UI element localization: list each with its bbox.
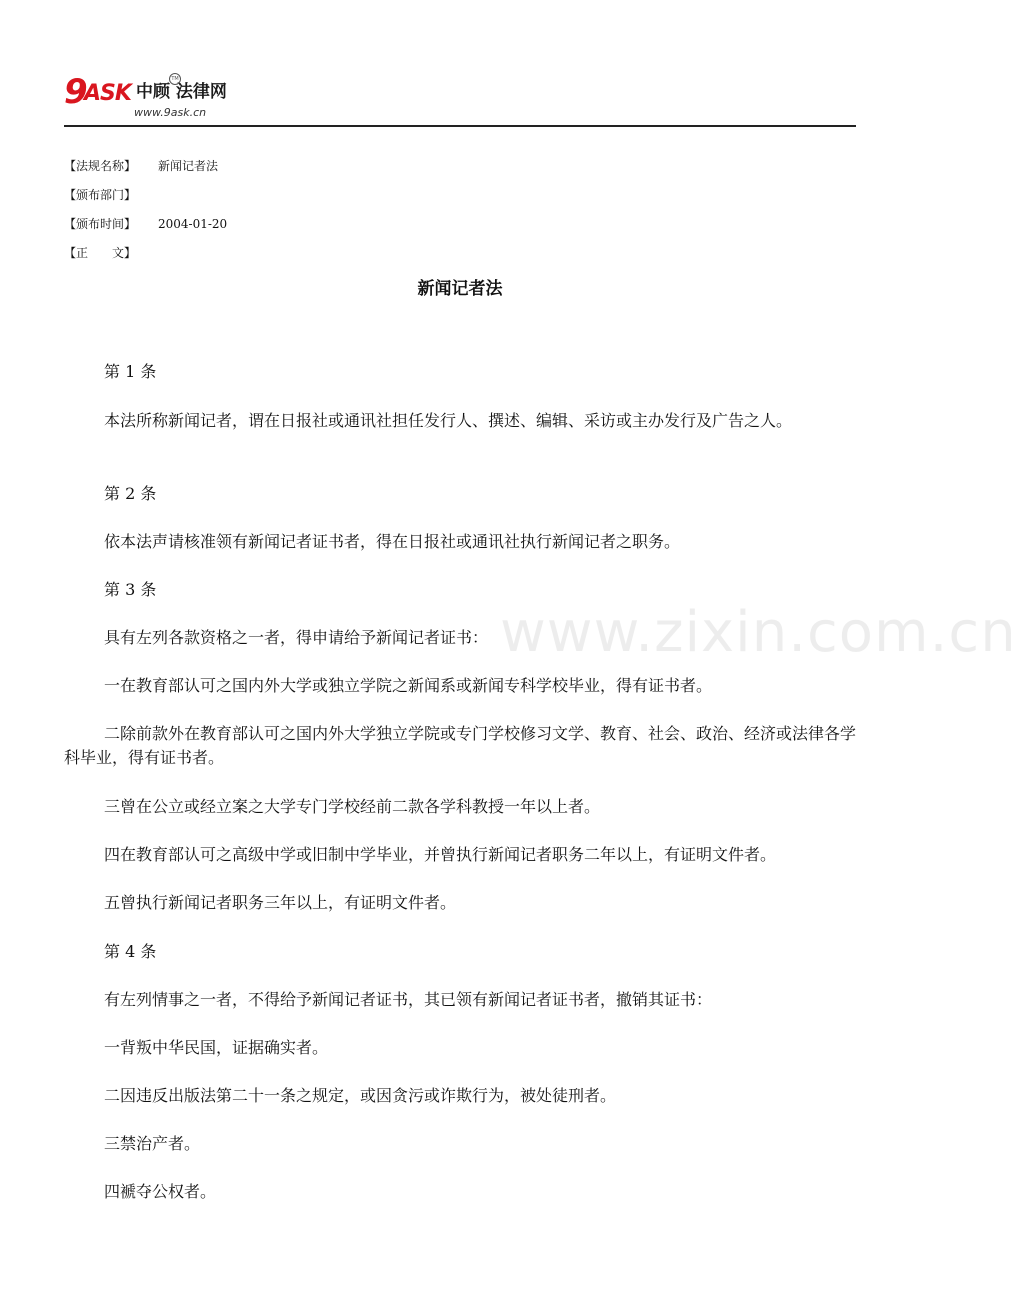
meta-label: 【颁布时间】	[64, 217, 137, 231]
meta-row-body	[64, 245, 158, 261]
article-text: 二除前款外在教育部认可之国内外大学独立学院或专门学校修习文学、教育、社会、政治、经济或法律各学科毕业，得有证书者。	[64, 724, 857, 767]
article-text: 三曾在公立或经立案之大学专门学校经前二款各学科教授一年以上者。	[104, 797, 601, 816]
article-heading: 第 3 条	[104, 580, 157, 599]
article-text: 具有左列各款资格之一者，得申请给予新闻记者证书：	[104, 628, 489, 647]
article-text: 有左列情事之一者，不得给予新闻记者证书，其已领有新闻记者证书者，撤销其证书：	[104, 990, 713, 1009]
document-title: 新闻记者法	[417, 279, 503, 299]
article-heading: 第 1 条	[104, 362, 157, 381]
meta-label: 【颁布部门】	[64, 188, 137, 202]
watermark: www.zixin.com.cn	[500, 600, 1017, 665]
logo-url: www.9ask.cn	[134, 106, 207, 119]
article-text: 本法所称新闻记者，谓在日报社或通讯社担任发行人、撰述、编辑、采访或主办发行及广告之人。	[104, 411, 793, 430]
article-text: 一背叛中华民国，证据确实者。	[104, 1038, 329, 1057]
article-text: 四褫夺公权者。	[104, 1182, 217, 1201]
site-logo[interactable]	[64, 72, 264, 122]
article-heading: 第 2 条	[104, 484, 157, 503]
article-text: 三禁治产者。	[104, 1134, 201, 1153]
site-header	[64, 70, 856, 126]
meta-label: 【法规名称】	[64, 159, 137, 173]
article-text: 二因违反出版法第二十一条之规定，或因贪污或诈欺行为，被处徒刑者。	[104, 1086, 617, 1105]
meta-row-name	[64, 158, 218, 174]
meta-row-date	[64, 216, 227, 232]
meta-value: 2004-01-20	[158, 217, 228, 231]
article-text: 一在教育部认可之国内外大学或独立学院之新闻系或新闻专科学校毕业，得有证书者。	[104, 676, 713, 695]
article-text: 四在教育部认可之高级中学或旧制中学毕业，并曾执行新闻记者职务二年以上，有证明文件者。	[104, 845, 777, 864]
meta-label: 【正 文】	[64, 246, 137, 260]
article-text: 五曾执行新闻记者职务三年以上，有证明文件者。	[104, 893, 457, 912]
logo-site-name: 中顾 法律网	[136, 82, 227, 102]
article-text: 依本法声请核准领有新闻记者证书者，得在日报社或通讯社执行新闻记者之职务。	[104, 532, 681, 551]
header-divider	[64, 125, 856, 127]
logo-mark-ask: ASK	[84, 81, 131, 106]
meta-row-department	[64, 187, 158, 203]
logo-mark-9: 9	[64, 72, 88, 112]
article-heading: 第 4 条	[104, 942, 157, 961]
trademark-icon: TM	[169, 73, 181, 85]
meta-value: 新闻记者法	[158, 159, 219, 173]
